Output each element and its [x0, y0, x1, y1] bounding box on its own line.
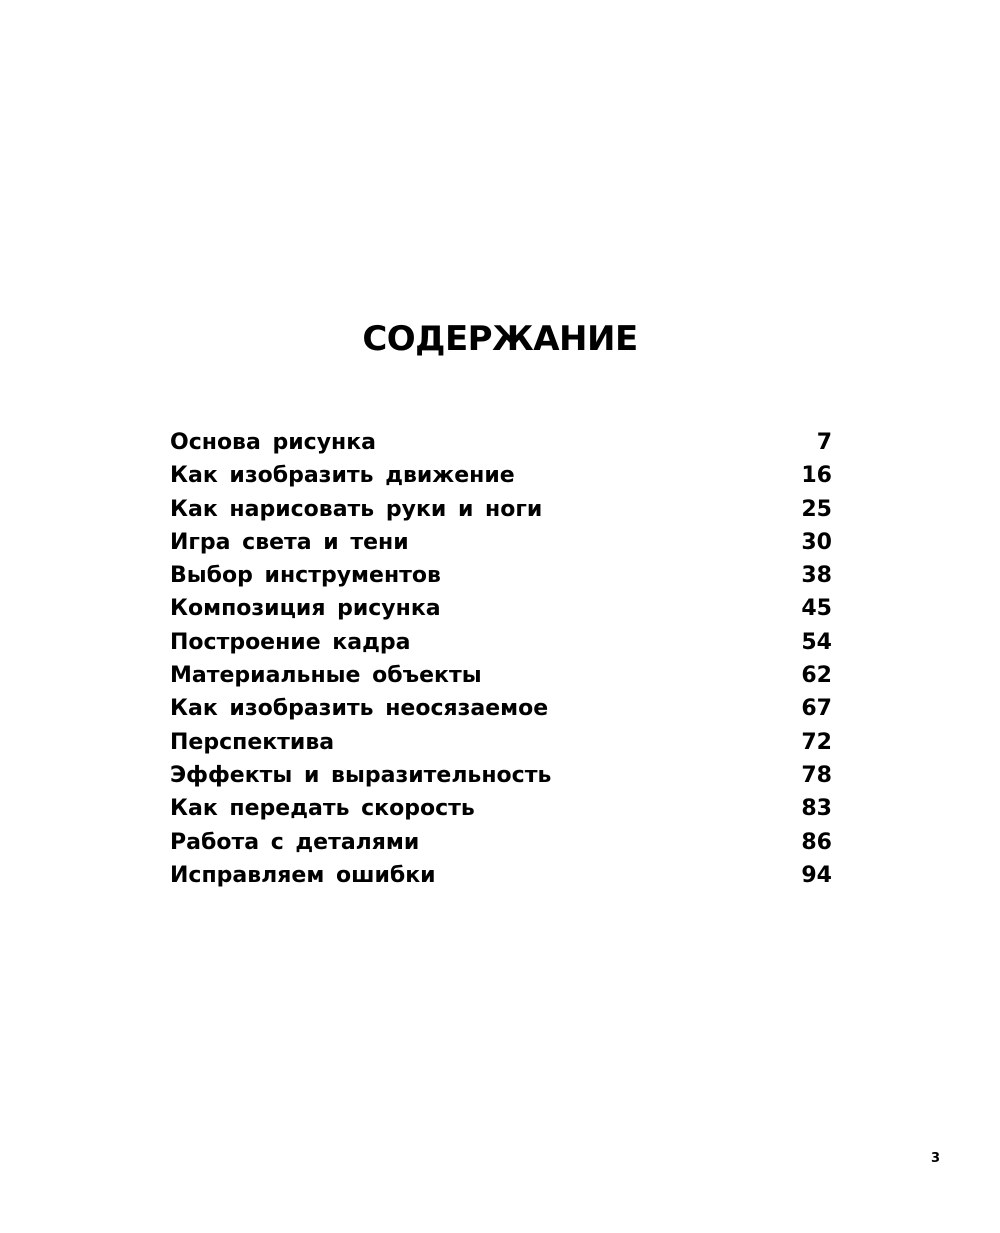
- toc-entry[interactable]: [170, 559, 832, 592]
- toc-entry-page: 86: [801, 829, 832, 855]
- toc-entry-label: Работа с деталями: [170, 829, 420, 855]
- toc-entry-page: 54: [801, 629, 832, 655]
- toc-entry[interactable]: [170, 692, 832, 725]
- toc-entry-page: 30: [801, 529, 832, 555]
- toc-entry[interactable]: [170, 426, 832, 459]
- toc-entry[interactable]: [170, 526, 832, 559]
- toc-entry-page: 72: [801, 729, 832, 755]
- toc-entry[interactable]: [170, 626, 832, 659]
- toc-entry-label: Основа рисунка: [170, 430, 377, 455]
- toc-entry[interactable]: [170, 792, 832, 825]
- toc-entry-label: Материальные объекты: [170, 663, 482, 689]
- toc-entry-label: Как изобразить движение: [170, 463, 515, 489]
- toc-entry-page: 16: [801, 463, 832, 489]
- toc-entry[interactable]: [170, 592, 832, 625]
- toc-entry[interactable]: [170, 659, 832, 692]
- toc-entry-label: Перспектива: [170, 729, 335, 755]
- toc-entry-label: Выбор инструментов: [170, 563, 441, 589]
- toc-entry-label: Построение кадра: [170, 629, 411, 655]
- page-number: 3: [930, 1151, 940, 1166]
- toc-entry-page: 7: [816, 430, 832, 455]
- toc-entry[interactable]: [170, 726, 832, 759]
- toc-entry-page: 25: [801, 496, 832, 522]
- toc-entry-page: 83: [801, 796, 832, 822]
- toc-entry-page: 38: [801, 563, 832, 589]
- toc-entry-label: Как передать скорость: [170, 796, 475, 822]
- toc-entry[interactable]: [170, 826, 832, 859]
- toc-entry-label: Композиция рисунка: [170, 596, 441, 622]
- toc-entry-label: Игра света и тени: [170, 529, 409, 555]
- toc-entry-label: Как нарисовать руки и ноги: [170, 496, 543, 522]
- toc-entry[interactable]: [170, 493, 832, 526]
- toc-entry[interactable]: [170, 859, 832, 892]
- toc-entry-page: 67: [801, 696, 832, 722]
- page-title: СОДЕРЖАНИЕ: [362, 318, 638, 359]
- toc-entry-page: 45: [801, 596, 832, 622]
- toc-entry-page: 94: [801, 862, 832, 888]
- toc-entry[interactable]: [170, 459, 832, 492]
- toc-entry-label: Как изобразить неосязаемое: [170, 696, 549, 722]
- toc-entry[interactable]: [170, 759, 832, 792]
- toc-entry-label: Эффекты и выразительность: [170, 762, 552, 788]
- table-of-contents: [170, 426, 832, 892]
- toc-entry-label: Исправляем ошибки: [170, 862, 436, 888]
- toc-entry-page: 62: [801, 663, 832, 689]
- toc-entry-page: 78: [801, 762, 832, 788]
